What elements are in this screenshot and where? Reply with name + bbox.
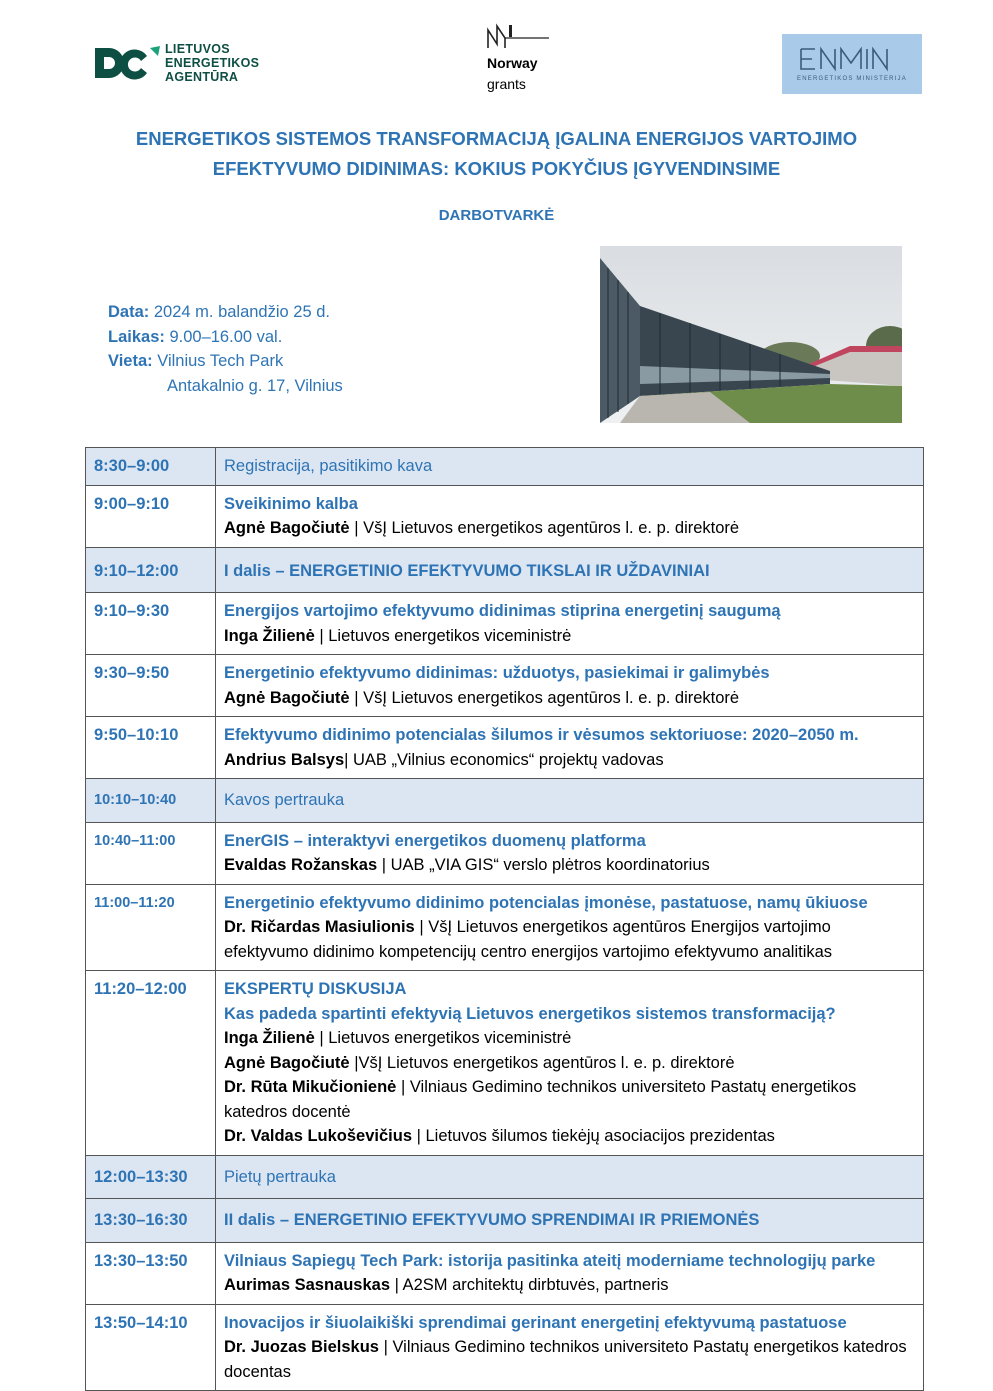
speaker-name: Dr. Ričardas Masiulionis	[224, 918, 415, 936]
speaker-affiliation: | Lietuvos šilumos tiekėjų asociacijos prezidentas	[412, 1127, 775, 1145]
speaker-affiliation: | VšĮ Lietuvos energetikos agentūros Energijos vartojimo efektyvumo didinimo kompetencijų centro energijos vartojimo efektyvumo analitikas	[224, 918, 833, 961]
agenda-title: Energijos vartojimo efektyvumo didinimas stiprina energetinį saugumą	[224, 602, 781, 620]
place-row	[108, 349, 343, 374]
time-value: 9.00–16.00 val.	[169, 327, 283, 346]
agenda-time: 11:00–11:20	[86, 884, 216, 971]
time-row	[108, 325, 343, 350]
agenda-row	[86, 1304, 924, 1391]
agenda-item	[216, 1155, 924, 1199]
lea-logo	[93, 40, 263, 90]
date-value: 2024 m. balandžio 25 d.	[153, 303, 330, 321]
page-subtitle: DARBOTVARKĖ	[438, 207, 555, 224]
agenda-row	[86, 547, 924, 593]
agenda-time: 10:10–10:40	[86, 779, 216, 823]
agenda-item	[216, 971, 924, 1156]
agenda-row	[86, 717, 924, 779]
speaker-affiliation: | UAB „Vilnius economics“ projektų vadovas	[344, 750, 664, 769]
speaker-affiliation: | A2SM architektų dirbtuvės, partneris	[390, 1276, 669, 1294]
date-row	[108, 300, 343, 325]
norway-name: Norway	[487, 55, 538, 71]
agenda-title: EKSPERTŲ DISKUSIJA	[224, 980, 407, 998]
agenda-title: Vilniaus Sapiegų Tech Park: istorija pasitinka ateitį moderniame technologijų parke	[224, 1251, 876, 1270]
agenda-item	[216, 547, 924, 593]
speaker-affiliation: | UAB „VIA GIS“ verslo plėtros koordinatorius	[377, 856, 710, 874]
agenda-title: Inovacijos ir šiuolaikiški sprendimai gerinant energetinį efektyvumą pastatuose	[224, 1313, 847, 1332]
agenda-row	[86, 485, 924, 547]
agenda-title: Kavos pertrauka	[224, 791, 345, 809]
agenda-time: 9:00–9:10	[86, 485, 216, 547]
enmin-mark-icon	[799, 45, 905, 73]
place-line1: Vilnius Tech Park	[157, 352, 284, 370]
ministry-text: ENERGETIKOS MINISTERIJA	[797, 76, 907, 82]
date-label: Data:	[108, 303, 150, 321]
agenda-title: Sveikinimo kalba	[224, 494, 358, 513]
agenda-title: Registracija, pasitikimo kava	[224, 457, 433, 475]
agenda-item	[216, 1304, 924, 1391]
agenda-row	[86, 822, 924, 884]
agenda-item	[216, 448, 924, 486]
agenda-row	[86, 593, 924, 655]
agenda-time: 9:10–9:30	[86, 593, 216, 655]
page-title: ENERGETIKOS SISTEMOS TRANSFORMACIJĄ ĮGALINA ENERGIJOS VARTOJIMO EFEKTYVUMO DIDINIMAS: KOKIUS POKYČIUS ĮGYVENDINSIME	[135, 128, 858, 179]
speaker-name: Andrius Balsys	[224, 750, 345, 769]
agenda-time: 8:30–9:00	[86, 448, 216, 486]
speaker-name: Agnė Bagočiutė	[224, 1053, 350, 1072]
agenda-time: 9:50–10:10	[86, 717, 216, 779]
speaker-name: Evaldas Rožanskas	[224, 856, 378, 874]
agenda-title: II dalis – ENERGETINIO EFEKTYVUMO SPRENDIMAI IR PRIEMONĖS	[224, 1211, 760, 1229]
agenda-time: 13:30–16:30	[86, 1199, 216, 1243]
agenda-item	[216, 593, 924, 655]
speaker-affiliation: | Vilniaus Gedimino technikos universiteto Pastatų energetikos katedros docentas	[224, 1338, 907, 1381]
agenda-row	[86, 1155, 924, 1199]
speaker-affiliation: | Lietuvos energetikos viceministrė	[314, 626, 572, 645]
speaker-affiliation: | VšĮ Lietuvos energetikos agentūros l. e. p. direktorė	[349, 688, 740, 707]
speaker-name: Aurimas Sasnauskas	[224, 1276, 391, 1294]
agenda-title: Energetinio efektyvumo didinimas: užduotys, pasiekimai ir galimybės	[224, 664, 770, 682]
agenda-row	[86, 971, 924, 1156]
agenda-time: 13:50–14:10	[86, 1304, 216, 1391]
place-line2: Antakalnio g. 17, Vilnius	[167, 376, 343, 395]
agenda-item	[216, 1199, 924, 1243]
agenda-row	[86, 1199, 924, 1243]
time-label: Laikas:	[108, 327, 165, 346]
speaker-affiliation: | Lietuvos energetikos viceministrė	[314, 1029, 572, 1047]
agenda-time: 11:20–12:00	[86, 971, 216, 1156]
agenda-item	[216, 884, 924, 971]
speaker-name: Dr. Valdas Lukoševičius	[224, 1127, 413, 1145]
agenda-time: 9:30–9:50	[86, 655, 216, 717]
speaker-affiliation: | VšĮ Lietuvos energetikos agentūros l. e. p. direktorė	[349, 519, 740, 537]
agenda-time: 10:40–11:00	[86, 822, 216, 884]
speaker-name: Agnė Bagočiutė	[224, 688, 350, 707]
venue-photo	[600, 246, 902, 423]
agenda-title: Pietų pertrauka	[224, 1167, 336, 1186]
speaker-name: Dr. Rūta Mikučionienė	[224, 1078, 397, 1096]
agenda-row	[86, 884, 924, 971]
agenda-time: 12:00–13:30	[86, 1155, 216, 1199]
speaker-name: Dr. Juozas Bielskus	[224, 1338, 379, 1356]
agenda-item	[216, 1242, 924, 1304]
event-info	[108, 300, 343, 398]
agenda-item	[216, 655, 924, 717]
agenda-item	[216, 485, 924, 547]
norway-grants-logo	[485, 22, 565, 97]
lea-mark-icon	[93, 44, 161, 86]
norway-sub: grants	[487, 76, 526, 92]
agenda-table	[85, 447, 924, 1391]
agenda-row	[86, 1242, 924, 1304]
agenda-title: I dalis – ENERGETINIO EFEKTYVUMO TIKSLAI IR UŽDAVINIAI	[224, 561, 710, 580]
place-label: Vieta:	[108, 352, 153, 370]
norway-flag-icon	[485, 22, 551, 50]
speaker-affiliation: | Vilniaus Gedimino technikos universiteto Pastatų energetikos katedros docentė	[224, 1078, 857, 1121]
speaker-name: Inga Žilienė	[224, 626, 315, 645]
agenda-time: 13:30–13:50	[86, 1242, 216, 1304]
agenda-time: 9:10–12:00	[86, 547, 216, 593]
agenda-title: Energetinio efektyvumo didinimo potencialas įmonėse, pastatuose, namų ūkiuose	[224, 893, 868, 912]
agenda-title: Efektyvumo didinimo potencialas šilumos ir vėsumos sektoriuose: 2020–2050 m.	[224, 726, 859, 744]
speaker-name: Agnė Bagočiutė	[224, 519, 350, 537]
agenda-item	[216, 822, 924, 884]
agenda-item	[216, 717, 924, 779]
agenda-subtitle: Kas padeda spartinti efektyvią Lietuvos energetikos sistemos transformaciją?	[224, 1004, 836, 1023]
agenda-row	[86, 448, 924, 486]
lea-wordmark: LIETUVOS ENERGETIKOS AGENTŪRA	[165, 42, 260, 84]
agenda-row	[86, 779, 924, 823]
agenda-row	[86, 655, 924, 717]
speaker-name: Inga Žilienė	[224, 1029, 315, 1047]
agenda-item	[216, 779, 924, 823]
ministry-logo	[782, 34, 922, 94]
speaker-affiliation: |VšĮ Lietuvos energetikos agentūros l. e. p. direktorė	[349, 1053, 735, 1072]
agenda-title: EnerGIS – interaktyvi energetikos duomenų platforma	[224, 831, 646, 850]
